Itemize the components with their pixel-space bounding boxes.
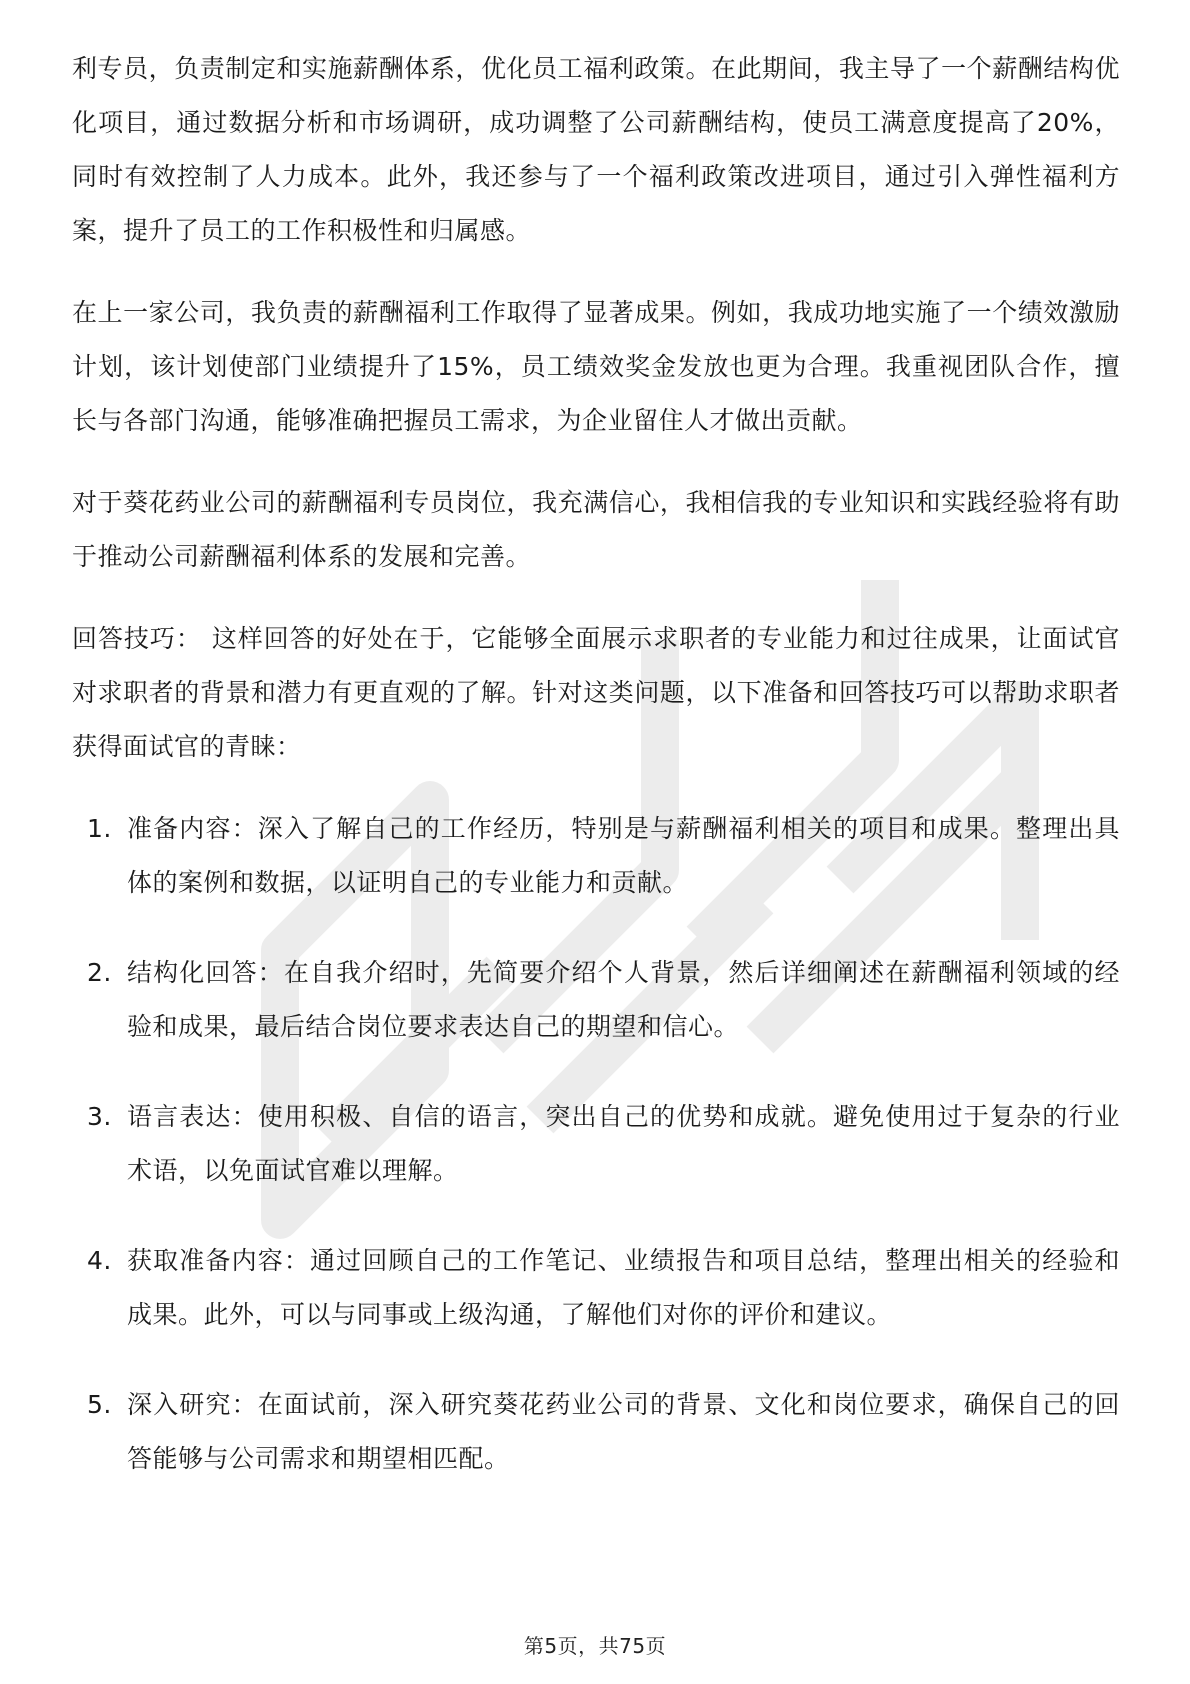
list-item-text: 准备内容：深入了解自己的工作经历，特别是与薪酬福利相关的项目和成果。整理出具体的案例和数据，以证明自己的专业能力和贡献。 xyxy=(127,814,1120,897)
list-item-number: 1. xyxy=(87,814,112,843)
list-item xyxy=(72,1234,1120,1342)
tips-label: 回答技巧： xyxy=(72,624,202,653)
tips-intro xyxy=(72,612,1120,774)
list-item-text: 深入研究：在面试前，深入研究葵花药业公司的背景、文化和岗位要求，确保自己的回答能够与公司需求和期望相匹配。 xyxy=(127,1390,1120,1473)
list-item xyxy=(72,802,1120,910)
document-page xyxy=(72,42,1120,1522)
page-number: 第5页，共75页 xyxy=(523,1634,667,1658)
tips-list xyxy=(72,802,1120,1486)
list-item-text: 语言表达：使用积极、自信的语言，突出自己的优势和成就。避免使用过于复杂的行业术语，以免面试官难以理解。 xyxy=(127,1102,1120,1185)
paragraph-1: 利专员，负责制定和实施薪酬体系，优化员工福利政策。在此期间，我主导了一个薪酬结构优化项目，通过数据分析和市场调研，成功调整了公司薪酬结构，使员工满意度提高了20%，同时有效控制了人力成本。此外，我还参与了一个福利政策改进项目，通过引入弹性福利方案，提升了员工的工作积极性和归属感。 xyxy=(72,54,1120,245)
list-item-text: 结构化回答：在自我介绍时，先简要介绍个人背景，然后详细阐述在薪酬福利领域的经验和成果，最后结合岗位要求表达自己的期望和信心。 xyxy=(127,958,1120,1041)
list-item-number: 3. xyxy=(87,1102,112,1131)
list-item xyxy=(72,1090,1120,1198)
paragraph-2: 在上一家公司，我负责的薪酬福利工作取得了显著成果。例如，我成功地实施了一个绩效激励计划，该计划使部门业绩提升了15%，员工绩效奖金发放也更为合理。我重视团队合作，擅长与各部门沟通，能够准确把握员工需求，为企业留住人才做出贡献。 xyxy=(72,298,1120,435)
list-item xyxy=(72,946,1120,1054)
list-item xyxy=(72,1378,1120,1486)
list-item-number: 2. xyxy=(87,958,112,987)
paragraph-3: 对于葵花药业公司的薪酬福利专员岗位，我充满信心，我相信我的专业知识和实践经验将有助于推动公司薪酬福利体系的发展和完善。 xyxy=(72,488,1120,571)
list-item-number: 4. xyxy=(87,1246,112,1275)
list-item-text: 获取准备内容：通过回顾自己的工作笔记、业绩报告和项目总结，整理出相关的经验和成果。此外，可以与同事或上级沟通，了解他们对你的评价和建议。 xyxy=(127,1246,1120,1329)
tips-intro-text: 这样回答的好处在于，它能够全面展示求职者的专业能力和过往成果，让面试官对求职者的背景和潜力有更直观的了解。针对这类问题，以下准备和回答技巧可以帮助求职者获得面试官的青睐： xyxy=(72,624,1120,761)
list-item-number: 5. xyxy=(87,1390,112,1419)
